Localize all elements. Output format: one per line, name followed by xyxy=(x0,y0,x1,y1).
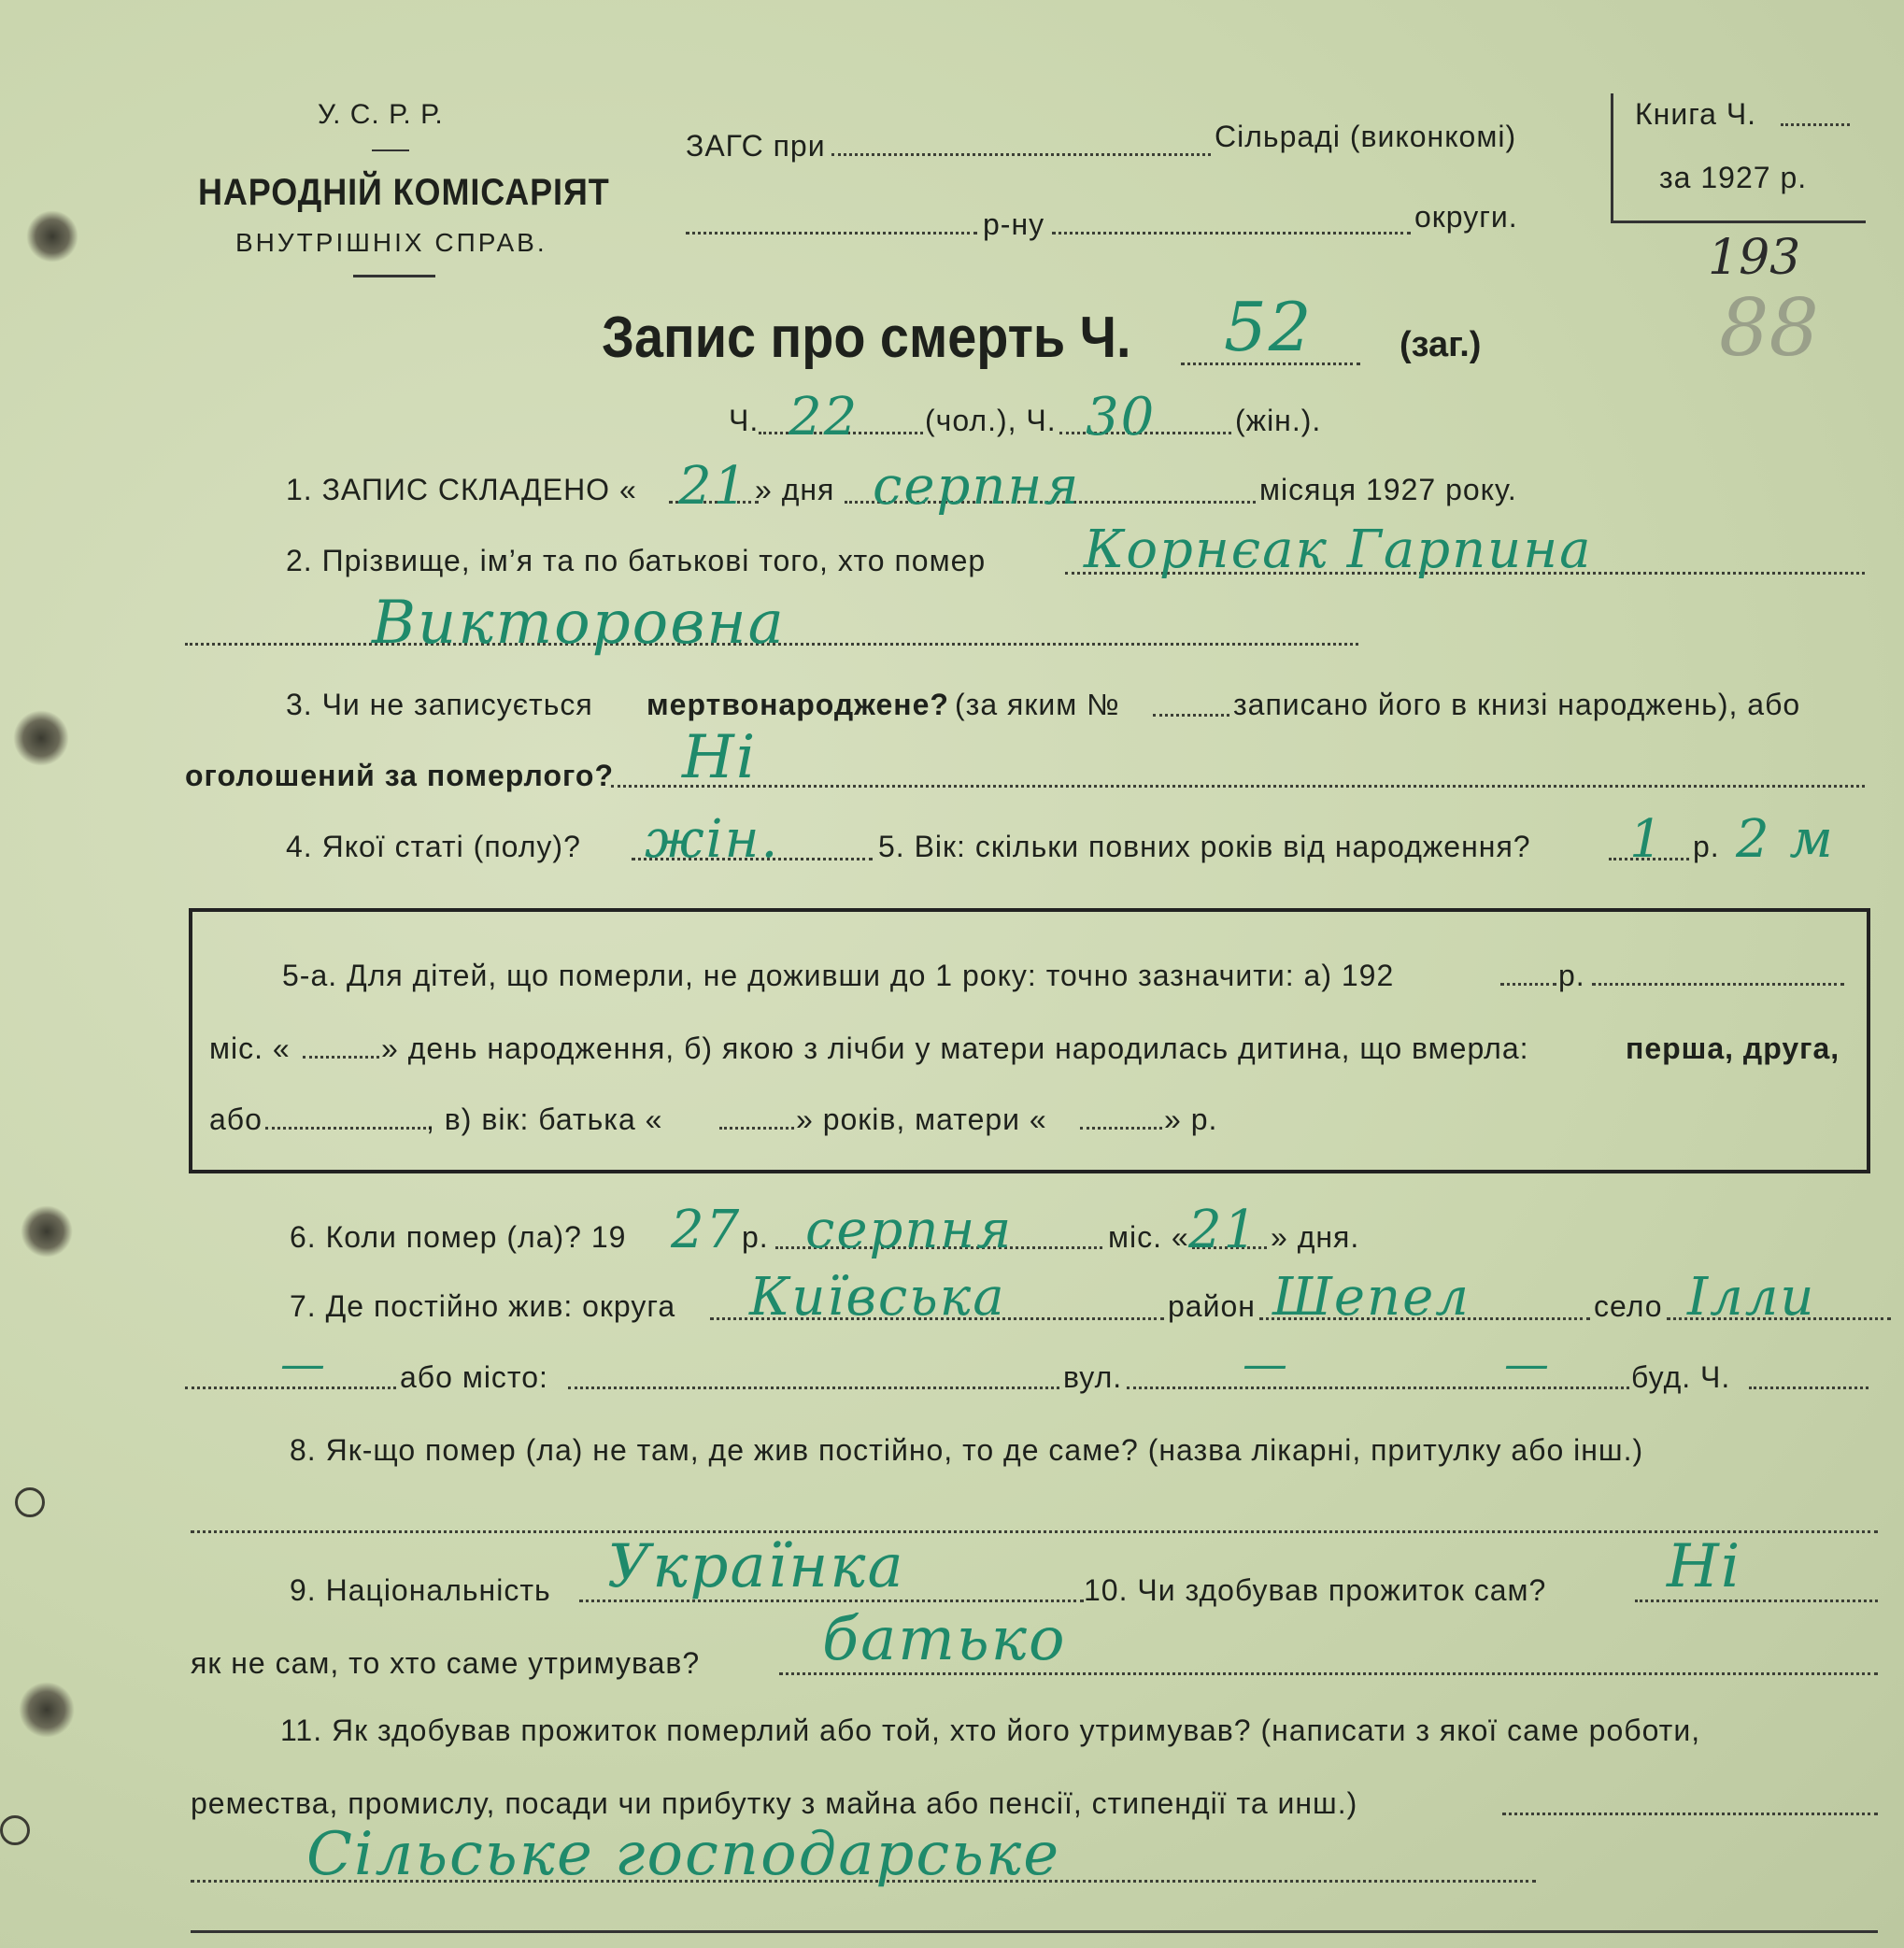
q6-month: серпня xyxy=(805,1200,1014,1260)
binding-hole xyxy=(19,1682,75,1738)
field-line xyxy=(686,232,977,235)
q1-month-label: місяця 1927 року. xyxy=(1259,473,1517,506)
divider xyxy=(191,1930,1878,1933)
q1-label: 1. ЗАПИС СКЛАДЕНО « xyxy=(286,473,637,506)
male-number: 22 xyxy=(789,387,860,448)
q7-street-label: вул. xyxy=(1063,1360,1123,1394)
binding-ring xyxy=(0,1815,30,1845)
field-line xyxy=(1749,1386,1868,1389)
q5a-order: перша, друга, xyxy=(1626,1031,1840,1065)
q7-label: 7. Де постійно жив: округа xyxy=(290,1289,676,1323)
divider xyxy=(372,149,409,151)
q5-months: 2 м xyxy=(1736,809,1835,870)
q5a-end-label: » р. xyxy=(1164,1102,1218,1136)
male-label: (чол.), Ч. xyxy=(925,404,1057,437)
q5-years-label: р. xyxy=(1693,830,1720,863)
commissariat-label: НАРОДНІЙ КОМІСАРІЯТ xyxy=(198,172,610,213)
q7-house-label: буд. Ч. xyxy=(1631,1360,1731,1394)
rnu-label: р-ну xyxy=(983,207,1045,241)
page-title: Запис про смерть Ч. xyxy=(602,306,1131,370)
field-line xyxy=(1153,714,1229,717)
okrugy-label: округи. xyxy=(1414,200,1518,234)
q1-month: серпня xyxy=(873,456,1081,517)
female-number: 30 xyxy=(1086,387,1157,448)
q5a-mother-label: » років, матери « xyxy=(796,1102,1047,1136)
q10-answer: Ні xyxy=(1667,1532,1742,1601)
q7-dash: — xyxy=(280,1338,327,1390)
support-answer: батько xyxy=(822,1605,1067,1674)
field-line xyxy=(1080,1127,1162,1130)
field-line xyxy=(1500,983,1556,986)
q8-label: 8. Як-що помер (ла) не там, де жив постійно, то де саме? (назва лікарні, притулку або інш.) xyxy=(290,1433,1644,1467)
field-line xyxy=(1781,123,1850,126)
pencil-note: 193 xyxy=(1708,230,1801,286)
q5a-year-label: р. xyxy=(1558,959,1585,992)
field-line xyxy=(568,1386,1059,1389)
q3-declared: оголошений за померлого? xyxy=(185,759,614,792)
q3-book-label: записано його в книзі народжень), або xyxy=(1233,688,1801,721)
q3-label: 3. Чи не записується xyxy=(286,688,593,721)
q10-label: 10. Чи здобував прожиток сам? xyxy=(1084,1573,1547,1607)
q2-name-2: Викторовна xyxy=(372,589,786,658)
q2-label: 2. Прізвище, ім’я та по батькові того, хто помер xyxy=(286,544,987,577)
title-suffix: (заг.) xyxy=(1400,325,1482,364)
binding-hole xyxy=(26,210,78,263)
q6-year-label: р. xyxy=(742,1220,769,1254)
q7-selo: Ілли xyxy=(1687,1267,1816,1328)
field-line xyxy=(265,1127,426,1130)
q5a-line-2: » день народження, б) якою з лічби у матери народилась дитина, що вмерла: xyxy=(381,1031,1529,1065)
field-line xyxy=(831,153,1211,156)
q7-okruga: Київська xyxy=(749,1267,1006,1328)
field-line xyxy=(1127,1386,1629,1389)
field-line xyxy=(719,1127,794,1130)
q6-month-label: міс. « xyxy=(1108,1220,1189,1254)
q5a-father-label: , в) вік: батька « xyxy=(426,1102,663,1136)
q11-line-1: 11. Як здобував прожиток померлий або той, хто його утримував? (написати з якої саме роботи, xyxy=(280,1713,1701,1747)
field-line xyxy=(611,785,1865,788)
field-line xyxy=(303,1056,379,1059)
department-label: ВНУТРІШНІХ СПРАВ. xyxy=(235,228,547,257)
q2-name-1: Корнєак Гарпина xyxy=(1084,519,1593,580)
male-prefix: Ч. xyxy=(729,404,760,437)
q4-sex: жін. xyxy=(645,809,780,870)
q1-day-label: » дня xyxy=(755,473,835,506)
q5-label: 5. Вік: скільки повних років від народження? xyxy=(878,830,1531,863)
q9-label: 9. Національність xyxy=(290,1573,551,1607)
book-label: Книга Ч. xyxy=(1635,97,1757,131)
binding-ring xyxy=(15,1487,45,1517)
q7-selo-label: село xyxy=(1594,1289,1663,1323)
silrada-label: Сільраді (виконкомі) xyxy=(1215,120,1517,153)
q7-raion-label: район xyxy=(1168,1289,1256,1323)
q9-nationality: Українка xyxy=(607,1532,905,1601)
q7-street-dash: — xyxy=(1243,1338,1289,1390)
q6-label: 6. Коли помер (ла)? 19 xyxy=(290,1220,627,1254)
q3-number-label: (за яким № xyxy=(955,688,1120,721)
support-label: як не сам, то хто саме утримував? xyxy=(191,1646,701,1680)
record-number: 52 xyxy=(1224,288,1314,366)
q11-line-2: ремества, промислу, посади чи прибутку з майна або пенсії, стипендії та инш.) xyxy=(191,1786,1358,1820)
q3-stillborn: мертвонароджене? xyxy=(647,688,949,721)
binding-hole xyxy=(13,710,69,766)
q4-label: 4. Якої статі (полу)? xyxy=(286,830,581,863)
q11-answer: Сільське господарське xyxy=(306,1820,1061,1889)
q5-years: 1 xyxy=(1629,809,1665,870)
binding-hole xyxy=(21,1205,73,1258)
q6-day: 21 xyxy=(1188,1200,1259,1260)
q5a-or-label: або xyxy=(209,1102,263,1136)
field-line xyxy=(1502,1813,1878,1815)
q7-house-dash: — xyxy=(1504,1338,1551,1390)
pencil-note: 88 xyxy=(1719,282,1819,374)
field-line xyxy=(1052,232,1411,235)
zags-label: ЗАГС при xyxy=(686,129,826,163)
q5a-line-1: 5-а. Для дітей, що померли, не доживши до 1 року: точно зазначити: а) 192 xyxy=(282,959,1395,992)
field-line xyxy=(1592,983,1844,986)
q7-city-label: або місто: xyxy=(400,1360,548,1394)
q6-day-label: » дня. xyxy=(1271,1220,1360,1254)
republic-label: У. С. Р. Р. xyxy=(318,99,444,130)
q5a-month-label: міс. « xyxy=(209,1031,291,1065)
female-label: (жін.). xyxy=(1235,404,1322,437)
field-line xyxy=(191,1530,1878,1533)
q1-day: 21 xyxy=(678,456,749,517)
divider xyxy=(353,275,435,277)
q6-year: 27 xyxy=(671,1200,742,1260)
q7-raion: Шепел xyxy=(1272,1267,1471,1328)
q3-answer: Ні xyxy=(682,723,758,792)
year-label: за 1927 р. xyxy=(1659,161,1808,194)
